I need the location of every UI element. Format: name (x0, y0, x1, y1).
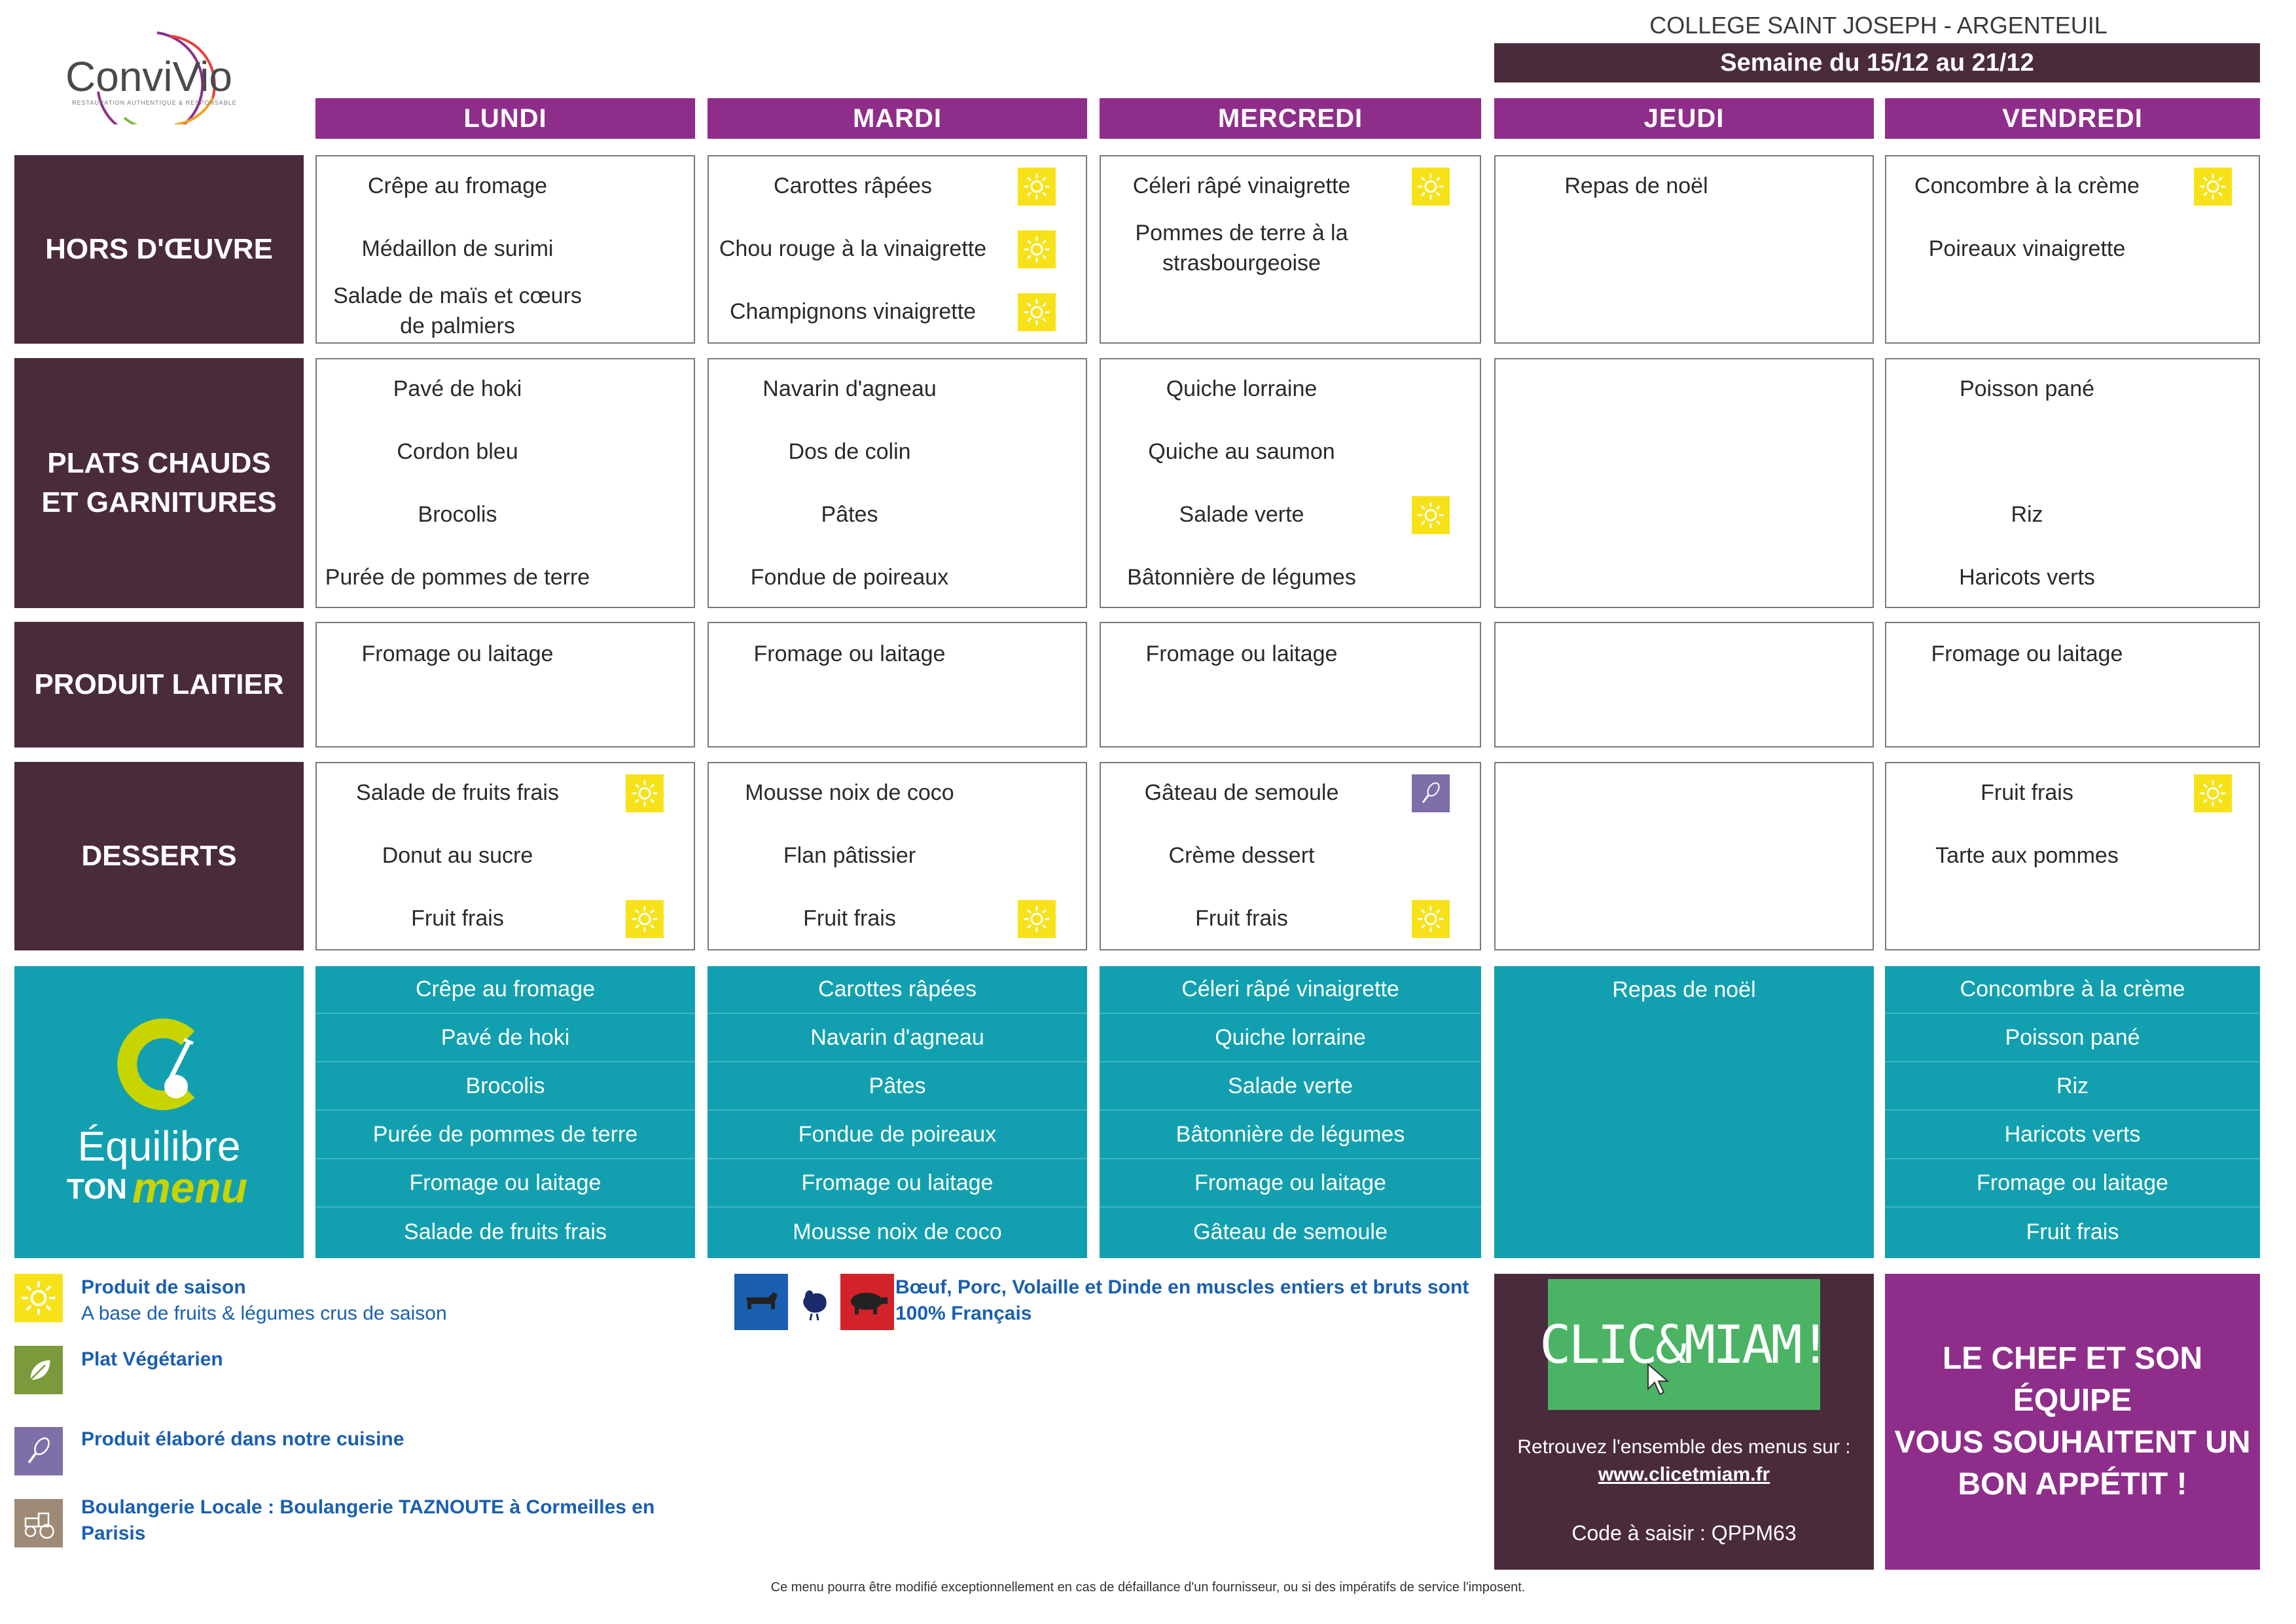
legend-vege: Plat Végétarien (81, 1348, 223, 1370)
category-label: PRODUIT LAITIER (34, 668, 284, 700)
menu-item: Navarin d'agneau (762, 376, 937, 401)
category-label: HORS D'ŒUVRE (45, 233, 273, 265)
whisk-icon (1412, 774, 1450, 812)
category-label: PLATS CHAUDS (47, 447, 271, 479)
sun-icon (2194, 774, 2232, 812)
menu-item: Crème dessert (1168, 843, 1315, 868)
menu-item: Pavé de hoki (393, 376, 522, 401)
equilibre-item: Bâtonnière de légumes (1100, 1111, 1481, 1159)
menu-item: Champignons vinaigrette (729, 299, 977, 324)
menu-item: Flan pâtissier (783, 843, 916, 868)
menu-item: Salade de fruits frais (356, 780, 559, 805)
chef-line: VOUS SOUHAITENT UN (1894, 1425, 2251, 1460)
equilibre-item: Céleri râpé vinaigrette (1100, 966, 1481, 1014)
equilibre-item: Fruit frais (2026, 1219, 2119, 1244)
equilibre-item: Navarin d'agneau (708, 1015, 1087, 1062)
menu-item: Haricots verts (1959, 565, 2095, 590)
legend-sun-icon (14, 1274, 63, 1322)
menu-item: Donut au sucre (382, 843, 533, 868)
day-header-mardi: MARDI (708, 98, 1087, 139)
equilibre-item: Riz (1885, 1063, 2260, 1111)
menu-item: Mousse noix de coco (745, 780, 954, 805)
footer-disclaimer: Ce menu pourra être modifié exceptionnellement en cas de défaillance d'un fournisseur, ou si des impératifs de service l'imposent. (770, 1580, 1526, 1595)
menu-item: Salade verte (1179, 502, 1304, 527)
menu-item: Brocolis (418, 502, 497, 527)
menu-item: Concombre à la crème (1914, 173, 2140, 198)
sun-icon (626, 900, 664, 938)
menu-item: Médaillon de surimi (361, 236, 554, 261)
plats-cell-lundi (315, 358, 695, 608)
menu-item: Fromage ou laitage (1931, 641, 2123, 666)
laitier-cell-mercredi (1100, 622, 1481, 748)
equilibre-item: Fromage ou laitage (1100, 1160, 1481, 1208)
desserts-cell-vendredi (1885, 762, 2260, 950)
menu-item: Cordon bleu (397, 439, 518, 464)
category-plats-chauds (14, 358, 304, 608)
equilibre-item: Salade de fruits frais (404, 1219, 607, 1244)
menu-item: Fruit frais (1195, 906, 1288, 931)
equilibre-item: Quiche lorraine (1100, 1015, 1481, 1062)
hors-cell-jeudi (1494, 155, 1874, 344)
sun-icon (1018, 168, 1056, 206)
week-banner: Semaine du 15/12 au 21/12 (1494, 43, 2260, 82)
laitier-cell-vendredi (1885, 622, 2260, 748)
equilibre-logo-block (14, 966, 304, 1258)
cow-icon (734, 1274, 788, 1330)
legend-whisk-icon (14, 1427, 63, 1475)
clicetmiam-logo (1539, 1279, 1829, 1410)
category-hors-doeuvre (14, 155, 304, 344)
equilibre-col-mardi (708, 966, 1087, 1258)
plats-cell-vendredi (1885, 358, 2260, 608)
hors-cell-mardi (708, 155, 1087, 344)
menu-item: Gâteau de semoule (1144, 780, 1339, 805)
equilibre-item: Fondue de poireaux (708, 1111, 1087, 1159)
equilibre-col-vendredi (1885, 966, 2260, 1258)
plats-cell-jeudi (1494, 358, 1874, 608)
day-header-vendredi: VENDREDI (1885, 98, 2260, 139)
clicetmiam-panel (1494, 1274, 1874, 1570)
equilibre-item: Salade verte (1100, 1063, 1481, 1111)
equilibre-item: Haricots verts (1885, 1111, 2260, 1159)
menu-item: Céleri râpé vinaigrette (1132, 173, 1351, 198)
menu-item: Bâtonnière de légumes (1127, 565, 1356, 590)
menu-item: Fromage ou laitage (753, 641, 946, 666)
sun-icon (1412, 496, 1450, 534)
equilibre-item: Fromage ou laitage (708, 1160, 1087, 1208)
equilibre-brand: Équilibre (77, 1123, 241, 1170)
clicetmiam-code: Code à saisir : QPPM63 (1571, 1521, 1797, 1545)
logo-text: ConviVio (65, 53, 232, 100)
desserts-cell-jeudi (1494, 762, 1874, 950)
plats-cell-mercredi (1100, 358, 1481, 608)
equilibre-col-jeudi (1494, 966, 1874, 1258)
chicken-icon (791, 1274, 839, 1330)
pig-icon (840, 1274, 894, 1330)
category-label: DESSERTS (81, 840, 237, 872)
menu-item: Purée de pommes de terre (325, 565, 590, 590)
legend-cuisine: Produit élaboré dans notre cuisine (81, 1428, 404, 1450)
equilibre-brand-ton: TON (67, 1173, 128, 1205)
hors-cell-lundi (315, 155, 695, 344)
laitier-cell-jeudi (1494, 622, 1874, 748)
hors-cell-vendredi (1885, 155, 2260, 344)
school-name: COLLEGE SAINT JOSEPH - ARGENTEUIL (1649, 12, 2108, 39)
menu-item: Dos de colin (788, 439, 911, 464)
day-header-lundi: LUNDI (315, 98, 695, 139)
menu-item: Poisson pané (1959, 376, 2095, 401)
legend-saison-title: Produit de saison (81, 1276, 246, 1298)
legend-boulangerie-2: Parisis (81, 1523, 146, 1544)
clicetmiam-link[interactable]: www.clicetmiam.fr (1598, 1464, 1770, 1485)
desserts-cell-lundi (315, 762, 695, 950)
clicetmiam-logo-text: CLIC&MIAM! (1539, 1314, 1829, 1375)
equilibre-item: Mousse noix de coco (793, 1219, 1002, 1244)
category-produit-laitier (14, 622, 304, 748)
plats-cell-mardi (708, 358, 1087, 608)
cursor-icon (1641, 1360, 1677, 1399)
menu-item: Salade de maïs et cœurs (333, 283, 582, 308)
legend-viande-2: 100% Français (895, 1303, 1032, 1324)
equilibre-item: Repas de noël (1612, 977, 1756, 1002)
menu-item: Fruit frais (803, 906, 896, 931)
menu-item: Fromage ou laitage (361, 641, 554, 666)
equilibre-item: Concombre à la crème (1885, 966, 2260, 1014)
logo-tagline: RESTAURATION AUTHENTIQUE & RESPONSABLE (72, 99, 237, 106)
sun-icon (1018, 900, 1056, 938)
category-label: ET GARNITURES (41, 486, 277, 518)
sun-icon (626, 774, 664, 812)
menu-item: Fromage ou laitage (1145, 641, 1338, 666)
sun-icon (1018, 293, 1056, 331)
sun-icon (1412, 168, 1450, 206)
chef-line: BON APPÉTIT ! (1958, 1467, 2187, 1502)
equilibre-item: Carottes râpées (708, 966, 1087, 1014)
legend-tractor-icon (14, 1499, 63, 1547)
menu-item: Tarte aux pommes (1935, 843, 2119, 868)
equilibre-item: Poisson pané (1885, 1015, 2260, 1062)
convivio-logo (59, 13, 255, 124)
menu-item: Repas de noël (1564, 173, 1708, 198)
laitier-cell-mardi (708, 622, 1087, 748)
equilibre-item: Fromage ou laitage (1885, 1160, 2260, 1208)
menu-item: Poireaux vinaigrette (1928, 236, 2126, 261)
category-desserts (14, 762, 304, 950)
menu-item: Fruit frais (411, 906, 504, 931)
menu-item: Chou rouge à la vinaigrette (719, 236, 987, 261)
day-header-jeudi: JEUDI (1494, 98, 1874, 139)
desserts-cell-mercredi (1100, 762, 1481, 950)
legend-boulangerie-1: Boulangerie Locale : Boulangerie TAZNOUTE à Cormeilles en (81, 1496, 655, 1518)
day-header-mercredi: MERCREDI (1100, 98, 1481, 139)
legend-leaf-icon (14, 1346, 63, 1394)
chef-line: LE CHEF ET SON ÉQUIPE (1942, 1341, 2203, 1418)
equilibre-col-lundi (315, 966, 695, 1258)
laitier-cell-lundi (315, 622, 695, 748)
equilibre-item: Gâteau de semoule (1193, 1219, 1388, 1244)
menu-item: Crêpe au fromage (367, 173, 548, 198)
menu-item: Quiche au saumon (1148, 439, 1335, 464)
equilibre-item: Purée de pommes de terre (315, 1111, 695, 1159)
menu-item: de palmiers (400, 314, 515, 338)
equilibre-brand-menu: menu (132, 1163, 248, 1212)
menu-item: Pâtes (821, 502, 878, 527)
equilibre-item: Fromage ou laitage (315, 1160, 695, 1208)
hors-cell-mercredi (1100, 155, 1481, 344)
equilibre-item: Crêpe au fromage (315, 966, 695, 1014)
menu-item: Pommes de terre à la (1135, 221, 1348, 245)
sun-icon (2194, 168, 2232, 206)
legend-saison-sub: A base de fruits & légumes crus de saison (81, 1303, 447, 1324)
equilibre-c-icon (116, 1019, 207, 1110)
menu-item: Fondue de poireaux (750, 565, 949, 590)
legend-viande-1: Bœuf, Porc, Volaille et Dinde en muscles entiers et bruts sont (895, 1276, 1469, 1298)
sun-icon (1018, 230, 1056, 268)
menu-item: Quiche lorraine (1166, 376, 1318, 401)
menu-item: strasbourgeoise (1162, 251, 1321, 276)
menu-item: Fruit frais (1981, 780, 2073, 805)
menu-item: Carottes râpées (774, 173, 932, 198)
clicetmiam-text: Retrouvez l'ensemble des menus sur : (1517, 1436, 1851, 1458)
equilibre-col-mercredi (1100, 966, 1481, 1258)
desserts-cell-mardi (708, 762, 1087, 950)
sun-icon (1412, 900, 1450, 938)
chef-message (1885, 1274, 2260, 1570)
equilibre-item: Pavé de hoki (315, 1015, 695, 1062)
equilibre-item: Pâtes (708, 1063, 1087, 1111)
menu-item: Riz (2011, 502, 2043, 527)
equilibre-item: Brocolis (315, 1063, 695, 1111)
